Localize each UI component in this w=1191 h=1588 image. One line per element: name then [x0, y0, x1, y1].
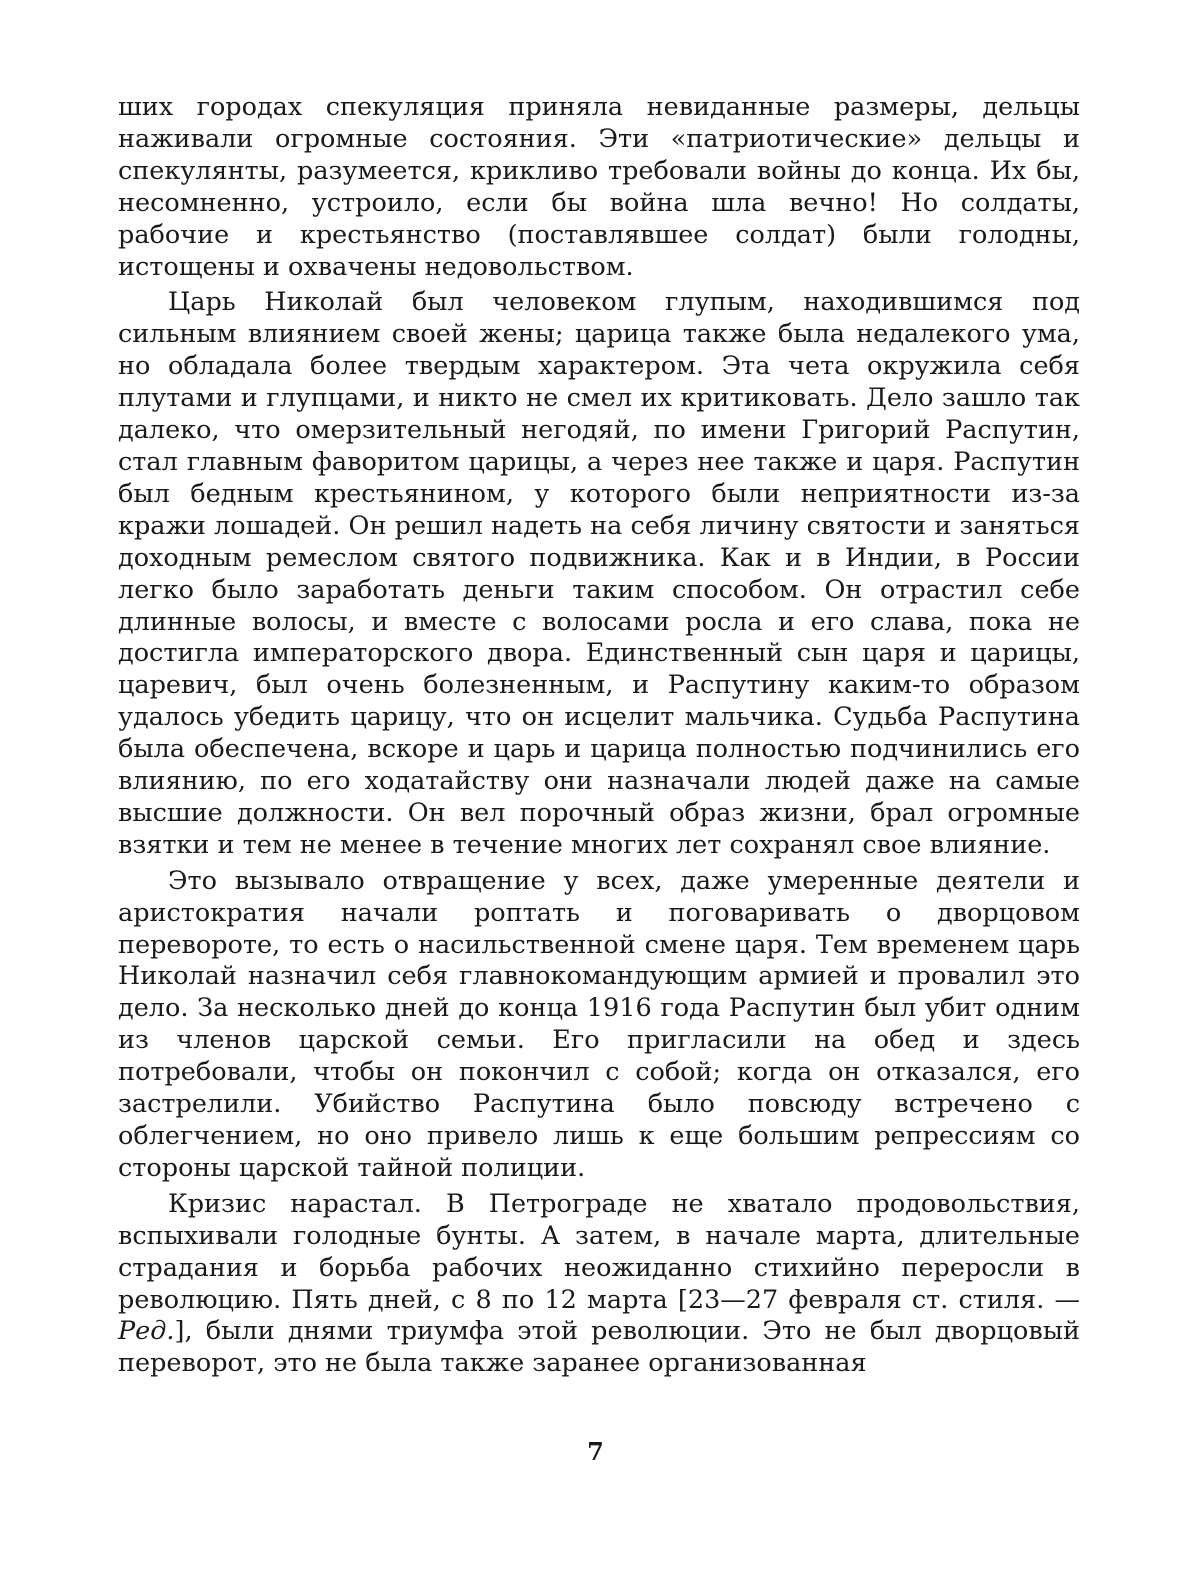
paragraph-1: ших городах спекуляция приняла невиданные размеры, дельцы наживали огромные состояния. Эти «патриотические» дельцы и спекулянты, разумеется, крикливо требовали войны до конца. Их бы, несомненно, устроило, если бы война шла вечно! Но солдаты, рабочие и крестьянство (поставлявшее солдат) были голодны, истощены и охвачены недовольством. [118, 92, 1080, 282]
paragraph-4-text-after: ], были днями триумфа этой революции. Это не был дворцовый переворот, это не была также заранее организованная [118, 1316, 1080, 1379]
paragraph-4-text-before: Кризис нарастал. В Петрограде не хватало продовольствия, вспыхивали голодные бунты. А затем, в начале марта, длительные страдания и борьба рабочих неожиданно стихийно переросли в революцию. Пять дней, с 8 по 12 марта [23—27 февраля ст. стиля. — [118, 1188, 1080, 1315]
paragraph-3: Это вызывало отвращение у всех, даже умеренные деятели и аристократия начали роптать и поговаривать о дворцовом перевороте, то есть о насильственной смене царя. Тем временем царь Николай назначил себя главнокомандующим армией и провалил это дело. За несколько дней до конца 1916 года Распутин был убит одним из членов царской семьи. Его пригласили на обед и здесь потребовали, чтобы он покончил с собой; когда он отказался, его застрелили. Убийство Распутина было повсюду встречено с облегчением, но оно привело лишь к еще большим репрессиям со стороны царской тайной полиции. [118, 865, 1080, 1183]
page-body-text [118, 92, 1080, 1384]
paragraph-4 [118, 1189, 1080, 1380]
paragraph-2: Царь Николай был человеком глупым, находившимся под сильным влиянием своей жены; царица также была недалекого ума, но обладала более твердым характером. Эта чета окружила себя плутами и глупцами, и никто не смел их критиковать. Дело зашло так далеко, что омерзительный негодяй, по имени Григорий Распутин, стал главным фаворитом царицы, а через нее также и царя. Распутин был бедным крестьянином, у которого были неприятности из-за кражи лошадей. Он решил надеть на себя личину святости и заняться доходным ремеслом святого подвижника. Как и в Индии, в России легко было заработать деньги таким способом. Он отрастил себе длинные волосы, и вместе с волосами росла и его слава, пока не достигла императорского двора. Единственный сын царя и царицы, царевич, был очень болезненным, и Распутину каким-то образом удалось убедить царицу, что он исцелит мальчика. Судьба Распутина была обеспечена, вскоре и царь и царица полностью подчинились его влиянию, по его ходатайству они назначали людей даже на самые высшие должности. Он вел порочный образ жизни, брал огромные взятки и тем не менее в течение многих лет сохранял свое влияние. [118, 287, 1080, 860]
page-number: 7 [587, 1437, 604, 1466]
editor-note: Ред. [118, 1316, 175, 1347]
